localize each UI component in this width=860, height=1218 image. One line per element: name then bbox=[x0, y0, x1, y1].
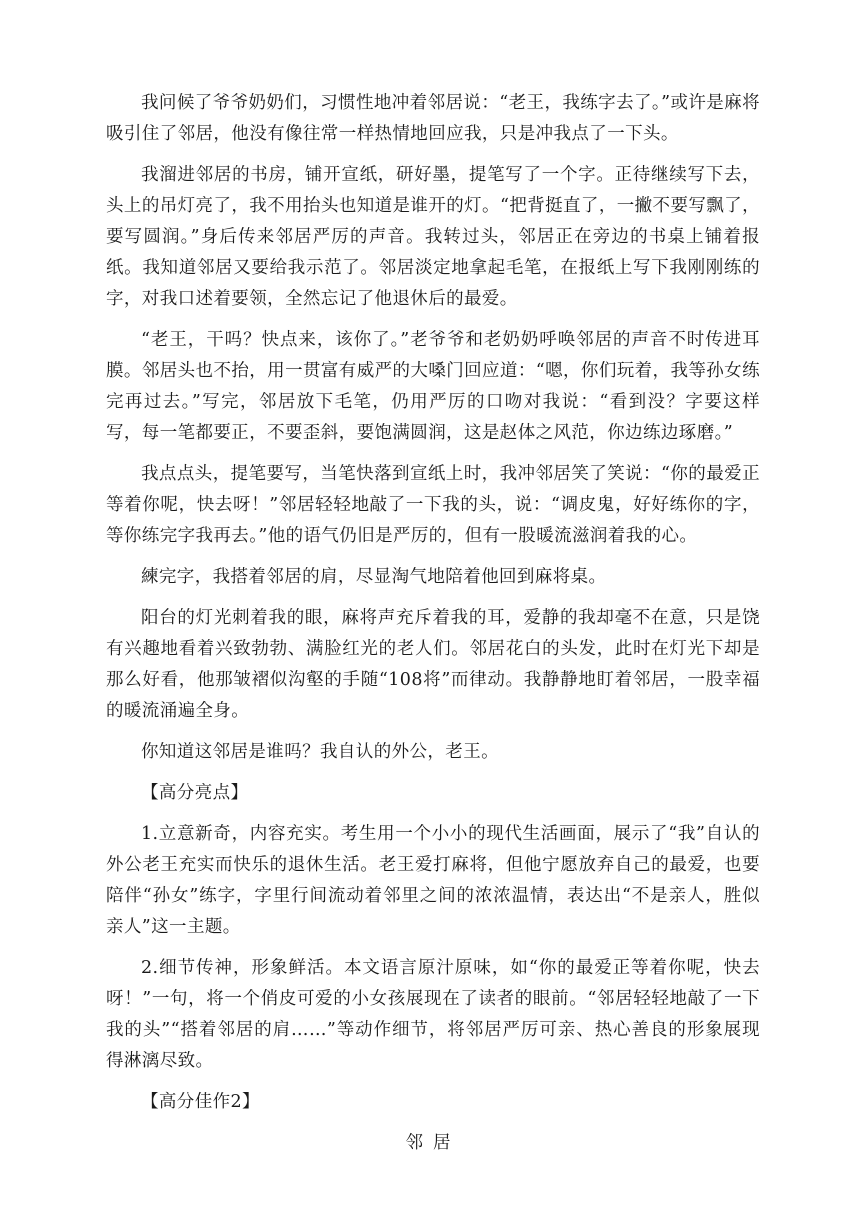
paragraph: 我问候了爷爷奶奶们，习惯性地冲着邻居说：“老王，我练字去了。”或许是麻将吸引住了邻居，他没有像往常一样热情地回应我，只是冲我点了一下头。 bbox=[106, 93, 760, 144]
paragraph: 阳台的灯光刺着我的眼，麻将声充斥着我的耳，爱静的我却毫不在意，只是饶有兴趣地看着兴致勃勃、满脸红光的老人们。邻居花白的头发，此时在灯光下却是那么好看，他那皱褶似沟壑的手随“108将”而律动。我静静地盯着邻居，一股幸福的暖流涌遍全身。 bbox=[106, 608, 760, 721]
paragraph: “老王，干吗？快点来，该你了。”老爷爷和老奶奶呼唤邻居的声音不时传进耳膜。邻居头也不抬，用一贯富有威严的大嗓门回应道：“嗯，你们玩着，我等孙女练完再过去。”写完，邻居放下毛笔，仍用严厉的口吻对我说：“看到没？字要这样写，每一笔都要正，不要歪斜，要饱满圆润，这是赵体之风范，你边练边琢磨。” bbox=[106, 330, 760, 443]
document-body bbox=[106, 88, 760, 1159]
highlight-point-1: 1.立意新奇，内容充实。考生用一个小小的现代生活画面，展示了“我”自认的外公老王充实而快乐的退休生活。老王爱打麻将，但他宁愿放弃自己的最爱，也要陪伴“孙女”练字，字里行间流动着邻里之间的浓浓温情，表达出“不是亲人，胜似亲人”这一主题。 bbox=[106, 824, 760, 937]
paragraph: 練完字，我搭着邻居的肩，尽显淘气地陪着他回到麻将桌。 bbox=[141, 567, 607, 587]
highlight-point-2: 2.细节传神，形象鲜活。本文语言原汁原味，如“你的最爱正等着你呢，快去呀！”一句，将一个俏皮可爱的小女孩展现在了读者的眼前。“邻居轻轻地敲了一下我的头”“搭着邻居的肩……”等动作细节，将邻居严厉可亲、热心善良的形象展现得淋漓尽致。 bbox=[106, 958, 760, 1071]
section-heading-highlights: 【高分亮点】 bbox=[141, 783, 249, 803]
paragraph: 你知道这邻居是谁吗？我自认的外公，老王。 bbox=[141, 742, 499, 762]
essay-title: 邻居 bbox=[405, 1133, 461, 1153]
section-heading-essay-2: 【高分佳作2】 bbox=[141, 1092, 260, 1112]
paragraph: 我点点头，提笔要写，当笔快落到宣纸上时，我冲邻居笑了笑说：“你的最爱正等着你呢，快去呀！”邻居轻轻地敲了一下我的头，说：“调皮鬼，好好练你的字，等你练完字我再去。”他的语气仍旧是严厉的，但有一股暖流滋润着我的心。 bbox=[106, 464, 760, 546]
paragraph: 我溜进邻居的书房，铺开宣纸，研好墨，提笔写了一个字。正待继续写下去，头上的吊灯亮了，我不用抬头也知道是谁开的灯。“把背挺直了，一撇不要写飘了，要写圆润。”身后传来邻居严厉的声音。我转过头，邻居正在旁边的书桌上铺着报纸。我知道邻居又要给我示范了。邻居淡定地拿起毛笔，在报纸上写下我刚刚练的字，对我口述着要领，全然忘记了他退休后的最爱。 bbox=[106, 165, 760, 309]
